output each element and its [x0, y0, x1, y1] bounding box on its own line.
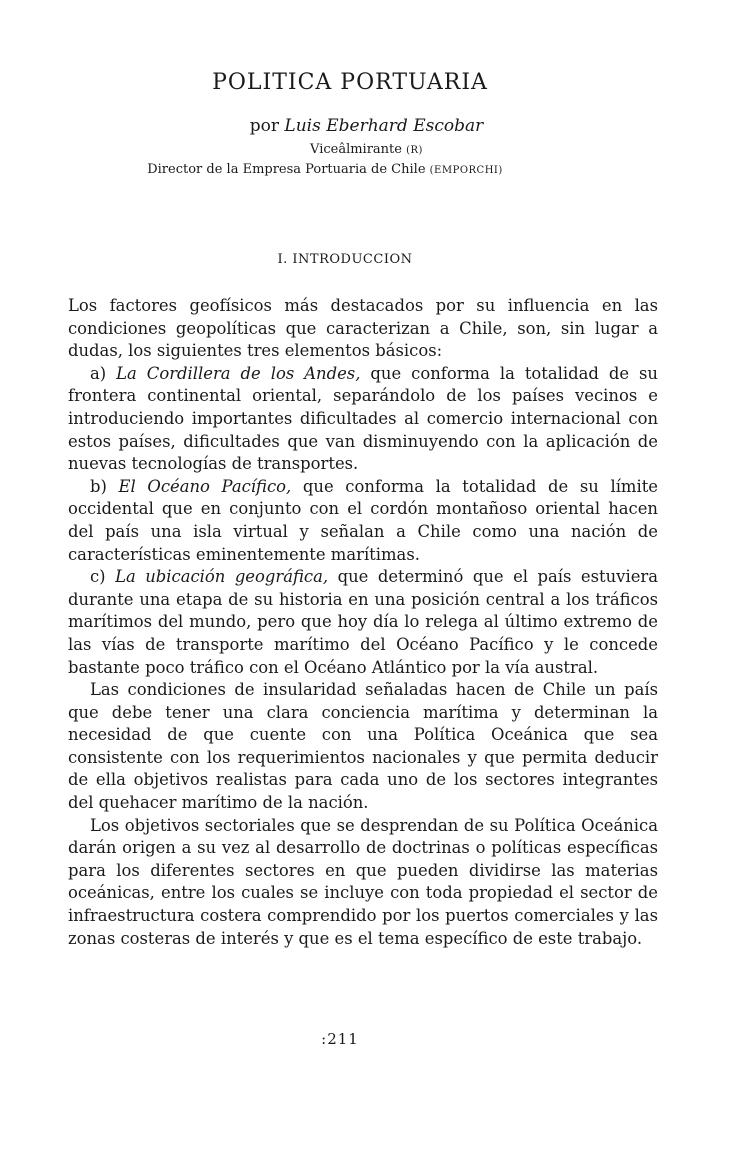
- paragraph-objetivos: Los objetivos sectoriales que se desprendan de su Política Oceánica darán origen a su vez al desarrollo de doctrinas o políticas específicas para los diferentes sectores en que pueden dividirse las materias oceánicas, entre los cuales se incluye con toda propiedad el sector de infraestructura costera comprendido por los puertos comerciales y las zonas costeras de interés y que es el tema específico de este trabajo.: [68, 815, 658, 948]
- author-byline: [0, 116, 733, 136]
- page-number: :211: [321, 1030, 359, 1048]
- director-abbreviation: (EMPORCHI): [429, 165, 503, 176]
- director-text: Director de la Empresa Portuaria de Chile: [147, 162, 426, 177]
- intro-paragraph: Los factores geofísicos más destacados por su influencia en las condiciones geopolíticas que caracterizan a Chile, son, sin lugar a dudas, los siguientes tres elementos básicos:: [68, 296, 658, 361]
- item-a-title: La Cordillera de los Andes,: [116, 363, 361, 383]
- item-a-marker: a): [90, 363, 107, 383]
- list-item-a: [68, 363, 658, 476]
- rank-label: Viceâlmirante: [310, 142, 402, 157]
- item-b-title: El Océano Pacífico,: [118, 476, 292, 496]
- rank-suffix: (R): [406, 145, 423, 156]
- item-b-marker: b): [90, 476, 107, 496]
- item-b-text: que conforma la totalidad de su límite occidental que en conjunto con el cordón montañoso oriental hacen del país una isla virtual y señalan a Chile como una nación de características eminentemente marítimas.: [68, 476, 659, 564]
- item-c-title: La ubicación geográfica,: [115, 567, 329, 587]
- author-name: Luis Eberhard Escobar: [284, 116, 484, 136]
- section-heading: I. INTRODUCCION: [277, 252, 413, 267]
- article-title: POLITICA PORTUARIA: [212, 70, 488, 95]
- item-a-text: que conforma la totalidad de su frontera continental oriental, separándolo de los países vecinos e introduciendo importantes dificultades al comercio internacional con estos países, dificultades que van disminuyendo con la aplicación de nuevas tecnologías de transportes.: [68, 363, 658, 474]
- list-item-c: [68, 566, 658, 679]
- list-item-b: [68, 476, 658, 566]
- body-text: [68, 295, 658, 950]
- by-prefix: por: [249, 116, 280, 136]
- item-c-marker: c): [90, 567, 106, 587]
- author-position: [0, 162, 650, 177]
- paragraph-insularidad: Las condiciones de insularidad señaladas hacen de Chile un país que debe tener una clara conciencia marítima y determinan la necesidad de que cuente con una Política Oceánica que sea consistente con los requerimientos nacionales y que permita deducir de ella objetivos realistas para cada uno de los sectores integrantes del quehacer marítimo de la nación.: [68, 680, 658, 813]
- author-rank: [0, 142, 733, 157]
- item-c-text: que determinó que el país estuviera durante una etapa de su historia en una posición central a los tráficos marítimos del mundo, pero que hoy día lo relega al último extremo de las vías de transporte marítimo del Océano Pacífico y le concede bastante poco tráfico con el Océano Atlántico por la vía austral.: [68, 567, 658, 677]
